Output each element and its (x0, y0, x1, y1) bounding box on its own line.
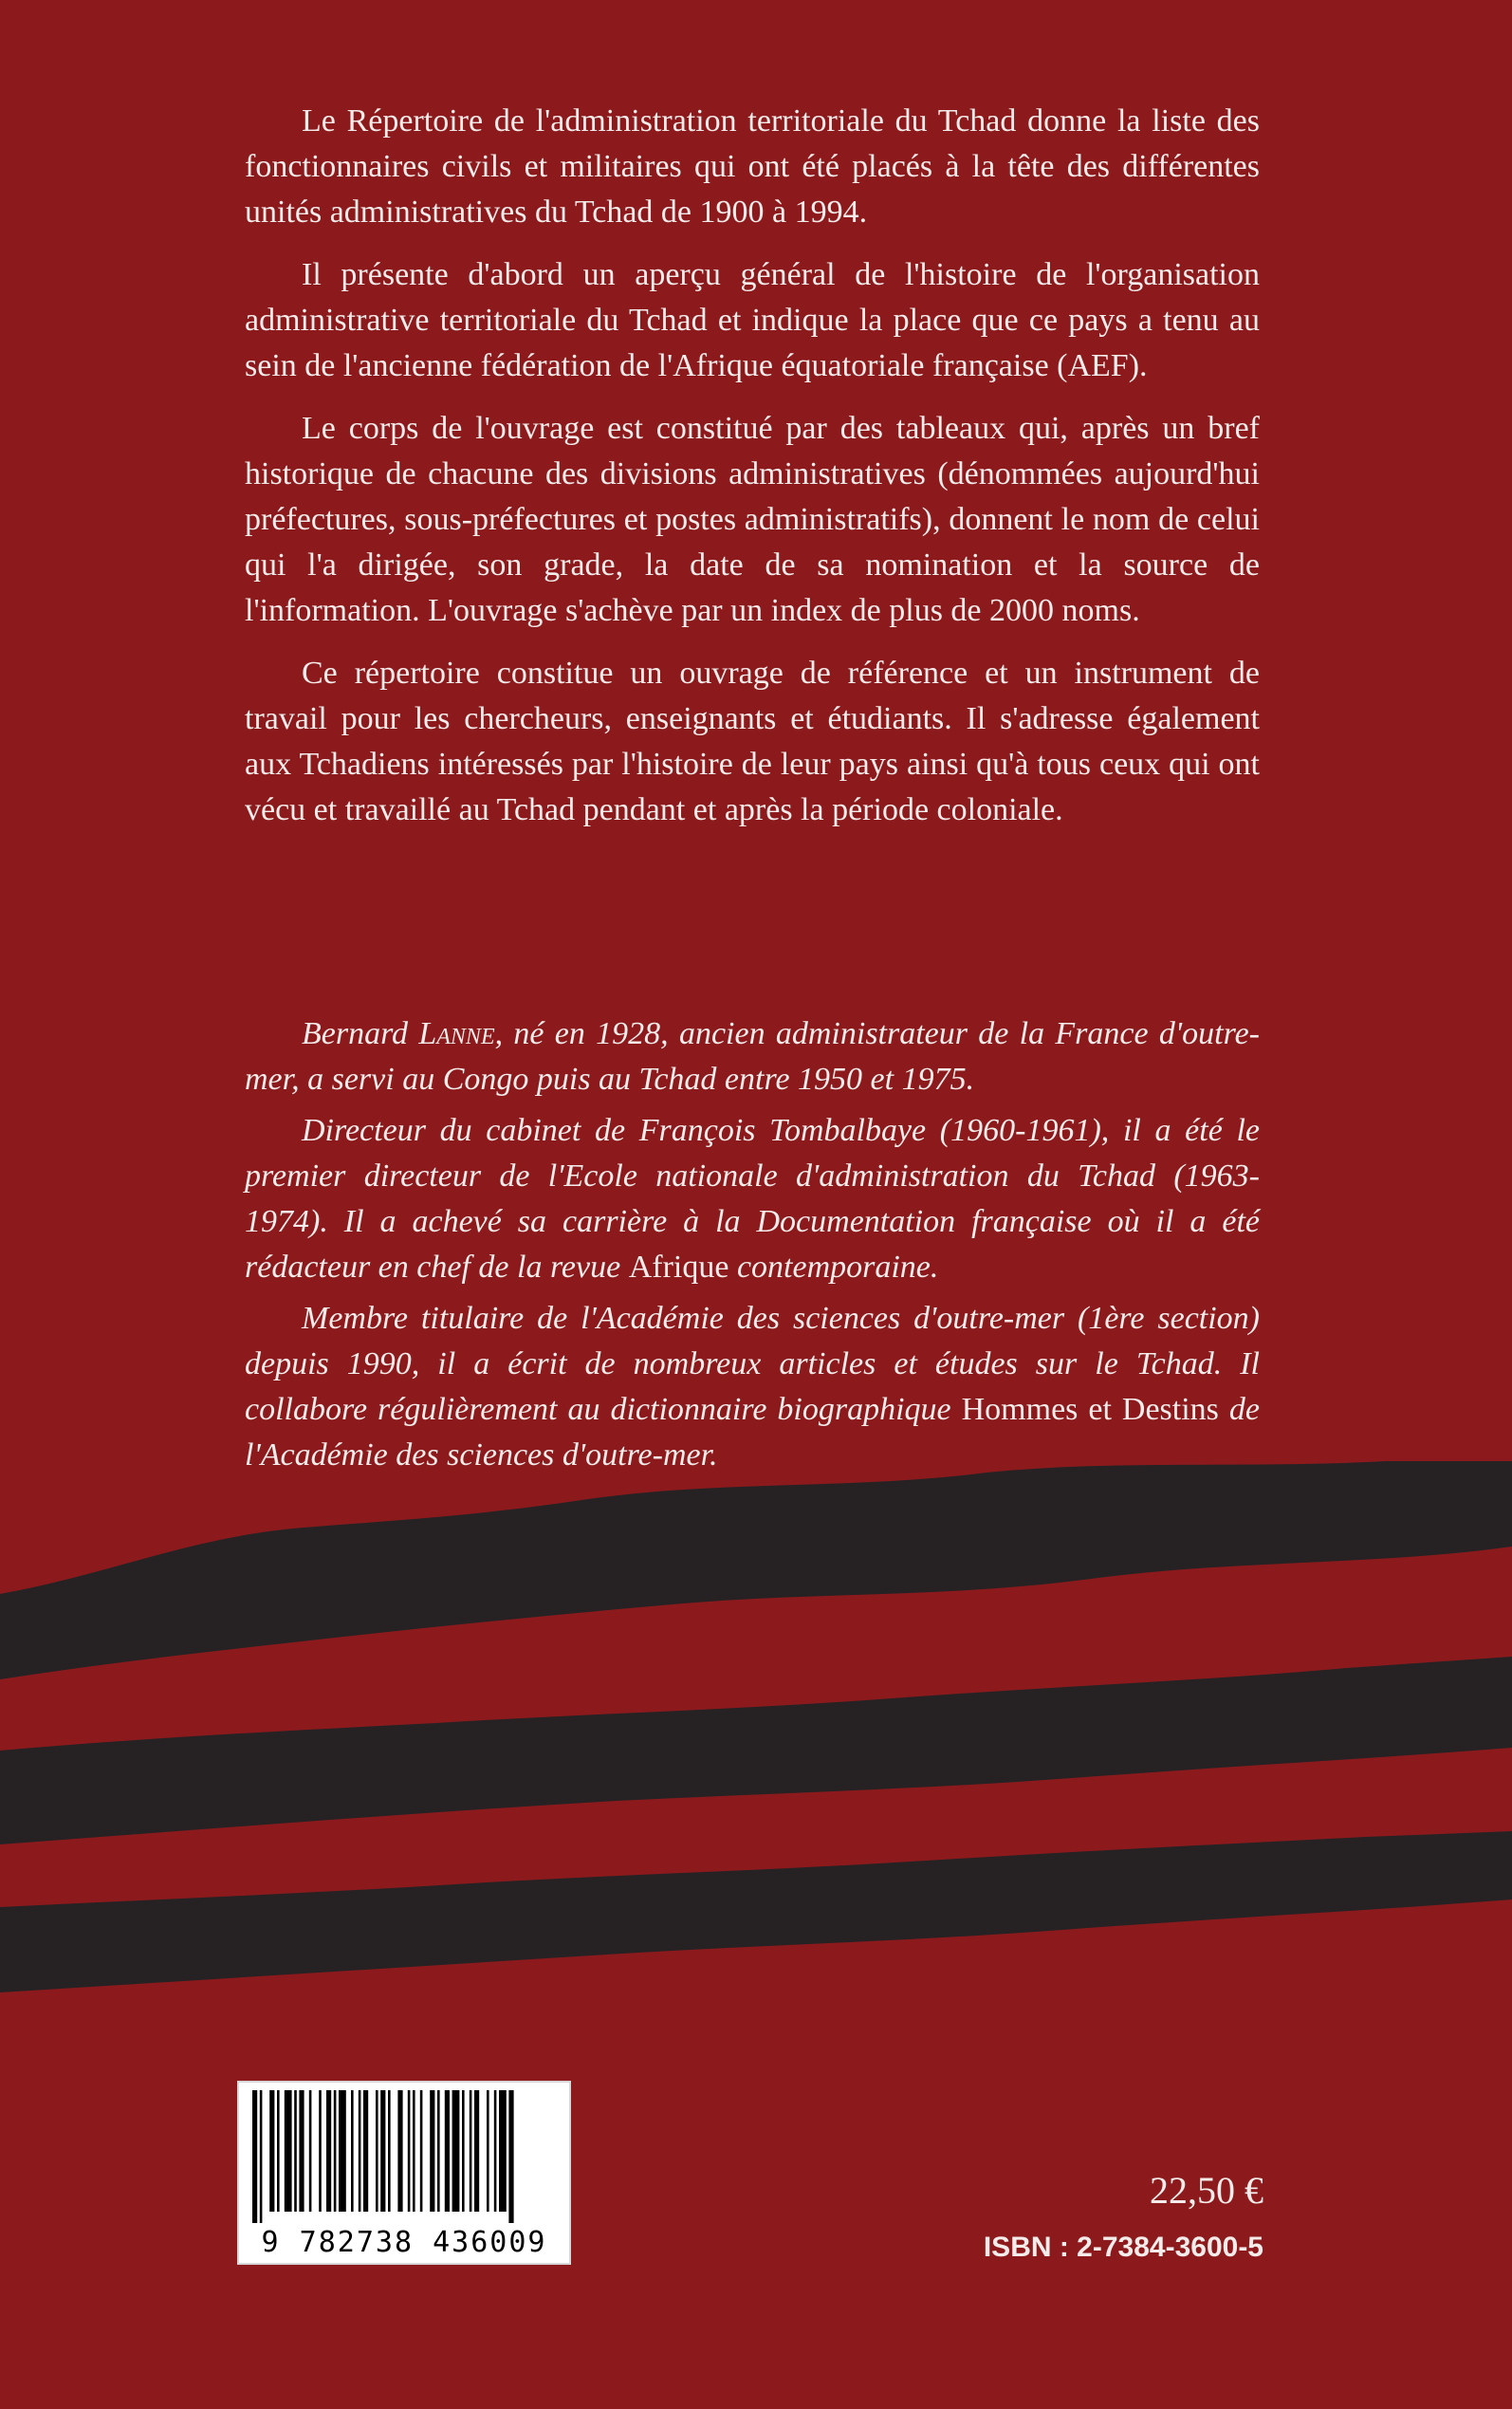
summary-paragraph-1: Le Répertoire de l'administration territoriale du Tchad donne la liste des fonctionnaires civils et militaires qui ont été placés à la tête des différentes unités administratives du Tchad de 1900 à 1994. (245, 103, 1260, 230)
barcode-bar (277, 2090, 280, 2212)
barcode-bar (487, 2090, 489, 2212)
barcode-bar (319, 2090, 322, 2212)
summary-paragraph-2: Il présente d'abord un aperçu général de l'histoire de l'organisation administrative territoriale du Tchad et indique la place que ce pays a tenu au sein de l'ancienne fédération de l'Afrique équatoriale française (AEF). (245, 257, 1260, 383)
barcode-bar (359, 2090, 361, 2212)
barcode-bar (339, 2090, 346, 2212)
barcode-bar (294, 2090, 297, 2212)
dictionary-title: Hommes et Destins (961, 1392, 1219, 1427)
barcode-bar (420, 2090, 423, 2212)
brush-stripe-3 (0, 1831, 1512, 1992)
barcode-bar (408, 2090, 411, 2212)
author-biography (245, 1011, 1260, 1484)
author-last-name: Lanne (418, 1016, 495, 1051)
author-paragraph-3-end: de l'Académie des sciences d'outre-mer. (245, 1392, 1261, 1473)
barcode-bar (376, 2090, 378, 2212)
barcode-bar (252, 2090, 257, 2223)
brush-stripe-1 (0, 1461, 1512, 1679)
barcode-bar (380, 2090, 385, 2212)
barcode-bar (334, 2090, 337, 2212)
author-paragraph-2 (245, 1108, 1260, 1290)
brush-stripes-decoration (0, 1461, 1512, 2068)
barcode-bar (260, 2090, 263, 2223)
barcode-bar (452, 2090, 460, 2212)
summary-paragraph-3: Le corps de l'ouvrage est constitué par des tableaux qui, après un bref historique de chacune des divisions administratives (dénommées aujourd'hui préfectures, sous-préfectures et postes administratifs), donnent le nom de celui qui l'a dirigée, son grade, la date de sa nomination et la source de l'information. L'ouvrage s'achève par un index de plus de 2000 noms. (245, 411, 1260, 628)
barcode-bar (430, 2090, 434, 2212)
summary-paragraph-4: Ce répertoire constitue un ouvrage de référence et un instrument de travail pour les chercheurs, enseignants et étudiants. Il s'adresse également aux Tchadiens intéressés par l'histoire de leur pays ainsi qu'à tous ceux qui ont vécu et travaillé au Tchad pendant et après la période coloniale. (245, 656, 1260, 827)
book-summary (245, 99, 1260, 850)
barcode-bar (445, 2090, 450, 2212)
author-paragraph-3-text: Membre titulaire de l'Académie des sciences d'outre-mer (1ère section) depuis 1990, il a écrit de nombreux articles et études sur le Tchad. Il collabore régulièrement au dictionnaire biographique (245, 1301, 1260, 1427)
author-paragraph-2-text: Directeur du cabinet de François Tombalbaye (1960-1961), il a été le premier directeur de l'Ecole nationale d'administration du Tchad (1963-1974). Il a achevé sa carrière à la Documentation française où il a été rédacteur en chef de la revue (245, 1113, 1260, 1285)
barcode-bar (388, 2090, 391, 2212)
author-first-name: Bernard (302, 1016, 409, 1051)
barcode-bar (462, 2090, 465, 2212)
barcode-bar (363, 2090, 368, 2212)
barcode-bar (470, 2090, 472, 2212)
barcode-bar (351, 2090, 354, 2212)
brush-stripe-2 (0, 1657, 1512, 1844)
barcode-bar (299, 2090, 304, 2212)
journal-title: Afrique (628, 1250, 729, 1285)
barcode-bar (499, 2090, 507, 2212)
barcode-bars (247, 2090, 565, 2223)
author-paragraph-3 (245, 1296, 1260, 1478)
barcode-bar (285, 2090, 292, 2212)
barcode-bar (326, 2090, 331, 2212)
barcode-bar (397, 2090, 402, 2212)
barcode-digits: 9 782738 436009 (261, 2226, 547, 2259)
price-label: 22,50 € (1150, 2169, 1263, 2212)
author-paragraph-2-end: contemporaine. (728, 1250, 939, 1285)
barcode-bar (474, 2090, 479, 2212)
barcode-bar (508, 2090, 513, 2223)
barcode (237, 2081, 571, 2265)
barcode-bar (269, 2090, 274, 2212)
barcode-bar (413, 2090, 415, 2212)
barcode-bar (494, 2090, 497, 2212)
author-paragraph-1-text: , né en 1928, ancien administrateur de la France d'outre-mer, a servi au Congo puis au Tchad entre 1950 et 1975. (245, 1016, 1260, 1097)
author-paragraph-1 (245, 1011, 1260, 1103)
barcode-bar (309, 2090, 312, 2212)
barcode-bar (437, 2090, 440, 2212)
isbn-label: ISBN : 2-7384-3600-5 (983, 2232, 1263, 2263)
